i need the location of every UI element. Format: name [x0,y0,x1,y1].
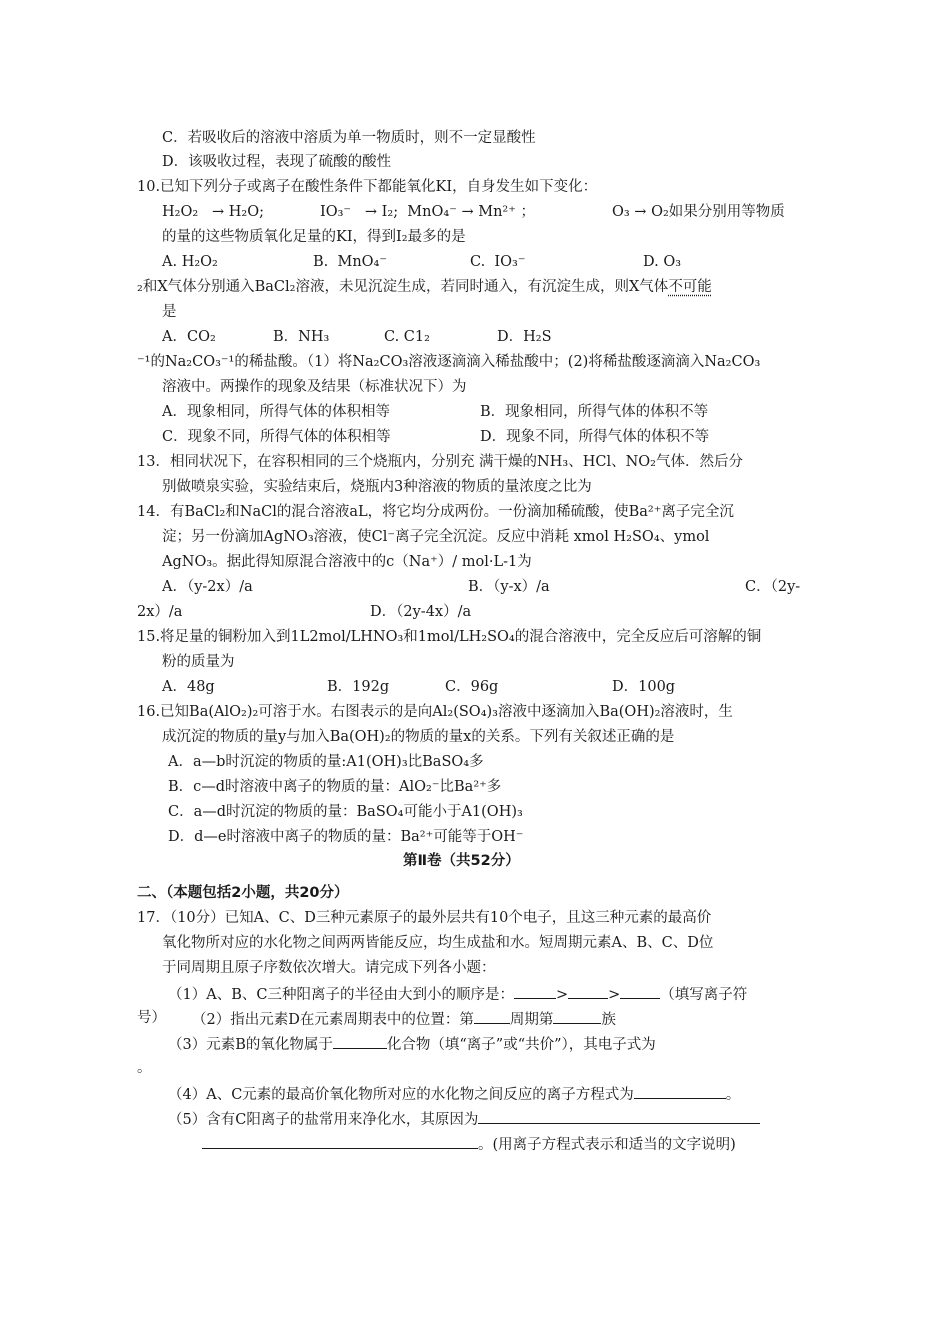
q16-stem-cont: 成沉淀的物质的量y与加入Ba(OH)₂的物质的量x的关系。下列有关叙述正确的是 [162,729,675,745]
q12-option-a: A．现象相同，所得气体的体积相等 [162,404,390,420]
q10-reaction-2: IO₃⁻ → I₂; MnO₄⁻ → Mn²⁺ ； [320,204,535,220]
q17-sub5: （5）含有C阳离子的盐常用来净化水，其原因为 [168,1108,760,1130]
q11-option-c: C. C1₂ [384,329,430,345]
q14-option-a: A．（y-2x）/a [162,579,253,595]
q10-option-c: C. IO₃⁻ [470,254,526,270]
q11-stem-cont: 是 [162,304,177,320]
q17-sub4: （4）A、C元素的最高价氧化物所对应的水化物之间反应的离子方程式为 。 [168,1083,740,1105]
q14-stem: 14．有BaCl₂和NaCl的混合溶液aL，将它均分成两份。一份滴加稀硫酸，使Ba²⁺离子完全沉 [137,504,734,520]
q16-option-a: A．a—b时沉淀的物质的量:A1(OH)₃比BaSO₄多 [168,754,484,770]
q13-stem-cont: 别做喷泉实验，实验结束后，烧瓶内3种溶液的物质的量浓度之比为 [162,479,592,495]
q14-option-b: B．（y-x）/a [468,579,550,595]
q14-option-d: D．（2y-4x）/a [370,604,472,620]
q17-sub3: （3）元素B的氧化物属于 化合物（填“离子”或“共价”），其电子式为 [168,1033,656,1055]
q12-option-c: C．现象不同，所得气体的体积相等 [162,429,391,445]
q17-sub1: （1）A、B、C三种阳离子的半径由大到小的顺序是： > > （填写离子符 [168,983,747,1005]
answer-blank[interactable] [333,1033,387,1049]
q17-stem-cont2: 于同周期且原子序数依次增大。请完成下列各小题： [162,960,496,976]
part-2-title: 第Ⅱ卷（共52分） [403,853,520,869]
answer-blank[interactable] [514,983,556,999]
q13-stem: 13．相同状况下，在容积相同的三个烧瓶内，分别充 满干燥的NH₃、HCl、NO₂气体．然后分 [137,454,743,470]
q12-option-d: D．现象不同，所得气体的体积不等 [480,429,710,445]
q11-stem: ₂和X气体分别通入BaCl₂溶液，未见沉淀生成，若同时通入，有沉淀生成，则X气体不可能 [137,279,712,295]
answer-blank[interactable] [568,983,608,999]
q10-option-d: D. O₃ [643,254,682,270]
q10-option-a: A. H₂O₂ [162,254,218,270]
q17-sub2: （2）指出元素D在元素周期表中的位置：第 周期第 族 [192,1008,616,1030]
q17-sub3-cont: 。 [137,1060,152,1076]
emphasis-dots: 不可能 [668,279,712,295]
answer-blank[interactable] [634,1083,726,1099]
q14-stem-cont2: AgNO₃。据此得知原混合溶液中的c（Na⁺）/ mol·L-1为 [162,554,532,570]
q9-option-d: D．该吸收过程，表现了硫酸的酸性 [162,154,392,170]
answer-blank[interactable] [553,1008,601,1024]
q15-stem-cont: 粉的质量为 [162,654,235,670]
answer-blank[interactable] [620,983,660,999]
q16-stem: 16.已知Ba(AlO₂)₂可溶于水。右图表示的是向Al₂(SO₄)₃溶液中逐滴加入Ba(OH)₂溶液时，生 [137,704,733,720]
q12-stem: ⁻¹的Na₂CO₃⁻¹的稀盐酸。（1）将Na₂CO₃溶液逐滴滴入稀盐酸中；(2)将稀盐酸逐滴滴入Na₂CO₃ [137,354,761,370]
q15-option-a: A．48g [162,679,215,695]
q9-option-c: C．若吸收后的溶液中溶质为单一物质时，则不一定显酸性 [162,130,536,146]
q15-option-d: D．100g [612,679,676,695]
q10-option-b: B. MnO₄⁻ [313,254,388,270]
answer-blank[interactable] [202,1133,478,1149]
q17-stem-cont1: 氧化物所对应的水化物之间两两皆能反应，均生成盐和水。短周期元素A、B、C、D位 [162,935,714,951]
answer-blank[interactable] [478,1108,760,1124]
q14-option-c-cont: 2x）/a [137,604,183,620]
q17-stem: 17．（10分）已知A、C、D三种元素原子的最外层共有10个电子，且这三种元素的最高价 [137,910,712,926]
q16-option-b: B．c—d时溶液中离子的物质的量：AlO₂⁻比Ba²⁺多 [168,779,502,795]
q12-option-b: B．现象相同，所得气体的体积不等 [480,404,709,420]
q16-option-d: D．d—e时溶液中离子的物质的量：Ba²⁺可能等于OH⁻ [168,829,524,845]
q17-sub5-cont: 。(用离子方程式表示和适当的文字说明) [202,1133,736,1155]
section-2-title: 二、（本题包括2小题，共20分） [137,885,349,901]
q12-stem-cont: 溶液中。两操作的现象及结果（标准状况下）为 [162,379,467,395]
q17-sub1-cont: 号） [137,1010,166,1026]
q10-reaction-3: O₃ → O₂如果分别用等物质 [612,204,785,220]
q11-option-b: B．NH₃ [273,329,330,345]
q15-stem: 15.将足量的铜粉加入到1L2mol/LHNO₃和1mol/LH₂SO₄的混合溶液中，完全反应后可溶解的铜 [137,629,762,645]
q15-option-b: B．192g [327,679,390,695]
answer-blank[interactable] [474,1008,510,1024]
q10-stem-cont: 的量的这些物质氧化足量的KI，得到I₂最多的是 [162,229,466,245]
q10-stem: 10.已知下列分子或离子在酸性条件下都能氧化KI，自身发生如下变化： [137,179,598,195]
q14-stem-cont1: 淀；另一份滴加AgNO₃溶液，使Cl⁻离子完全沉淀。反应中消耗 xmol H₂SO₄、ymol [162,529,710,545]
q15-option-c: C．96g [445,679,499,695]
q14-option-c: C．（2y- [745,579,801,595]
q16-option-c: C．a—d时沉淀的物质的量：BaSO₄可能小于A1(OH)₃ [168,804,523,820]
q11-option-d: D．H₂S [497,329,552,345]
q10-reaction-1: H₂O₂ → H₂O; [162,204,264,220]
q11-option-a: A．CO₂ [162,329,216,345]
